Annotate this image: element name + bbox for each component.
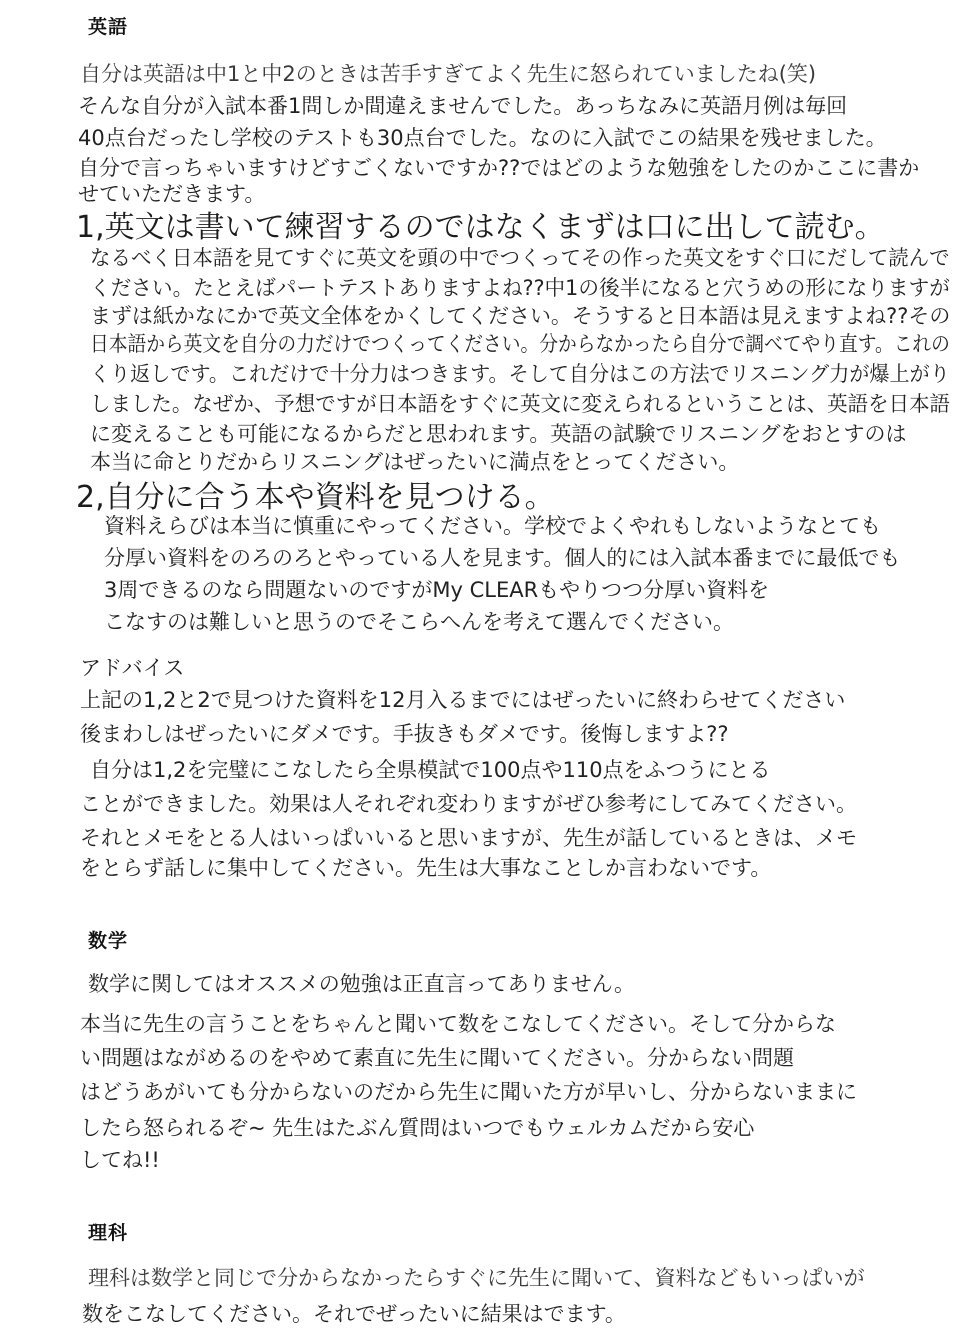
english-line-9: まずは紙かなにかで英文全体をかくしてください。そうすると日本語は見えますよね??その [90,304,951,328]
english-line-8: ください。たとえばパートテストありますよね??中1の後半になると穴うめの形になりますが [90,276,950,300]
math-line-3: い問題はながめるのをやめて素直に先生に聞いてください。分からない問題 [80,1046,794,1070]
science-line-1: 理科は数学と同じで分からなかったらすぐに先生に聞いて、資料などもいっぱいが [88,1266,865,1290]
english-line-10: 日本語から英文を自分の力だけでつくってください。分からなかったら自分で調べてやり直す。これの [90,332,950,356]
english-line-3: 40点台だったし学校のテストも30点台でした。なのに入試でこの結果を残せました。 [78,126,887,150]
english-line-19: こなすのは難しいと思うのでそこらへんを考えて選んでください。 [104,610,734,634]
english-line-24: ことができました。効果は人それぞれ変わりますがぜひ参考にしてみてください。 [80,792,857,816]
math-line-5: したら怒られるぞ~ 先生はたぶん質問はいつでもウェルカムだから安心 [80,1116,755,1140]
english-line-4: 自分で言っちゃいますけどすごくないですか??ではどのような勉強をしたのかここに書か [78,156,920,180]
english-line-26: をとらず話しに集中してください。先生は大事なことしか言わないです。 [80,856,772,880]
english-line-17: 分厚い資料をのろのろとやっている人を見ます。個人的には入試本番までに最低でも [104,546,901,570]
english-line-22: 後まわしはぜったいにダメです。手抜きもダメです。後悔しますよ?? [80,722,729,746]
english-line-18: 3周できるのなら問題ないのですがMy CLEARもやりつつ分厚い資料を [104,578,770,602]
english-line-1: 自分は英語は中1と中2のときは苦手すぎてよく先生に怒られていましたね(笑) [80,62,817,86]
math-line-4: はどうあがいても分からないのだから先生に聞いた方が早いし、分からないままに [80,1080,857,1104]
english-line-7: なるべく日本語を見てすぐに英文を頭の中でつくってその作った英文をすぐ口にだして読んで [90,246,950,270]
english-line-2: そんな自分が入試本番1問しか間違えませんでした。あっちなみに英語月例は毎回 [78,94,848,118]
math-line-6: してね!! [80,1148,160,1172]
english-line-23: 自分は1,2を完璧にこなしたら全県模試で100点や110点をふつうにとる [90,758,771,782]
math-line-2: 本当に先生の言うことをちゃんと聞いて数をこなしてください。そして分からな [80,1012,836,1036]
english-point-1-heading: 1,英文は書いて練習するのではなくまずは口に出して読む。 [76,210,885,245]
english-point-2-heading: 2,自分に合う本や資料を見つける。 [76,480,555,515]
english-line-25: それとメモをとる人はいっぱいいると思いますが、先生が話しているときは、メモ [80,826,857,850]
english-line-14: 本当に命とりだからリスニングはぜったいに満点をとってください。 [90,450,740,474]
english-line-21: 上記の1,2と2で見つけた資料を12月入るまでにはぜったいに終わらせてください [80,688,846,712]
english-line-13: に変えることも可能になるからだと思われます。英語の試験でリスニングをおとすのは [90,422,907,446]
english-line-11: くり返しです。これだけで十分力はつきます。そして自分はこの方法でリスニング力が爆上がり [90,362,950,386]
english-line-16: 資料えらびは本当に慎重にやってください。学校でよくやれもしないようなとても [104,514,881,538]
science-line-2: 数をこなしてください。それでぜったいに結果はでます。 [82,1302,626,1326]
section-heading-science: 理科 [88,1222,129,1244]
section-heading-english: 英語 [88,16,129,38]
advice-heading: アドバイス [80,656,185,680]
section-heading-math: 数学 [88,930,129,952]
english-line-12: しました。なぜか、予想ですが日本語をすぐに英文に変えられるということは、英語を日本語 [90,392,951,416]
english-line-5: せていただきます。 [78,182,266,206]
math-line-1: 数学に関してはオススメの勉強は正直言ってありません。 [88,972,636,996]
